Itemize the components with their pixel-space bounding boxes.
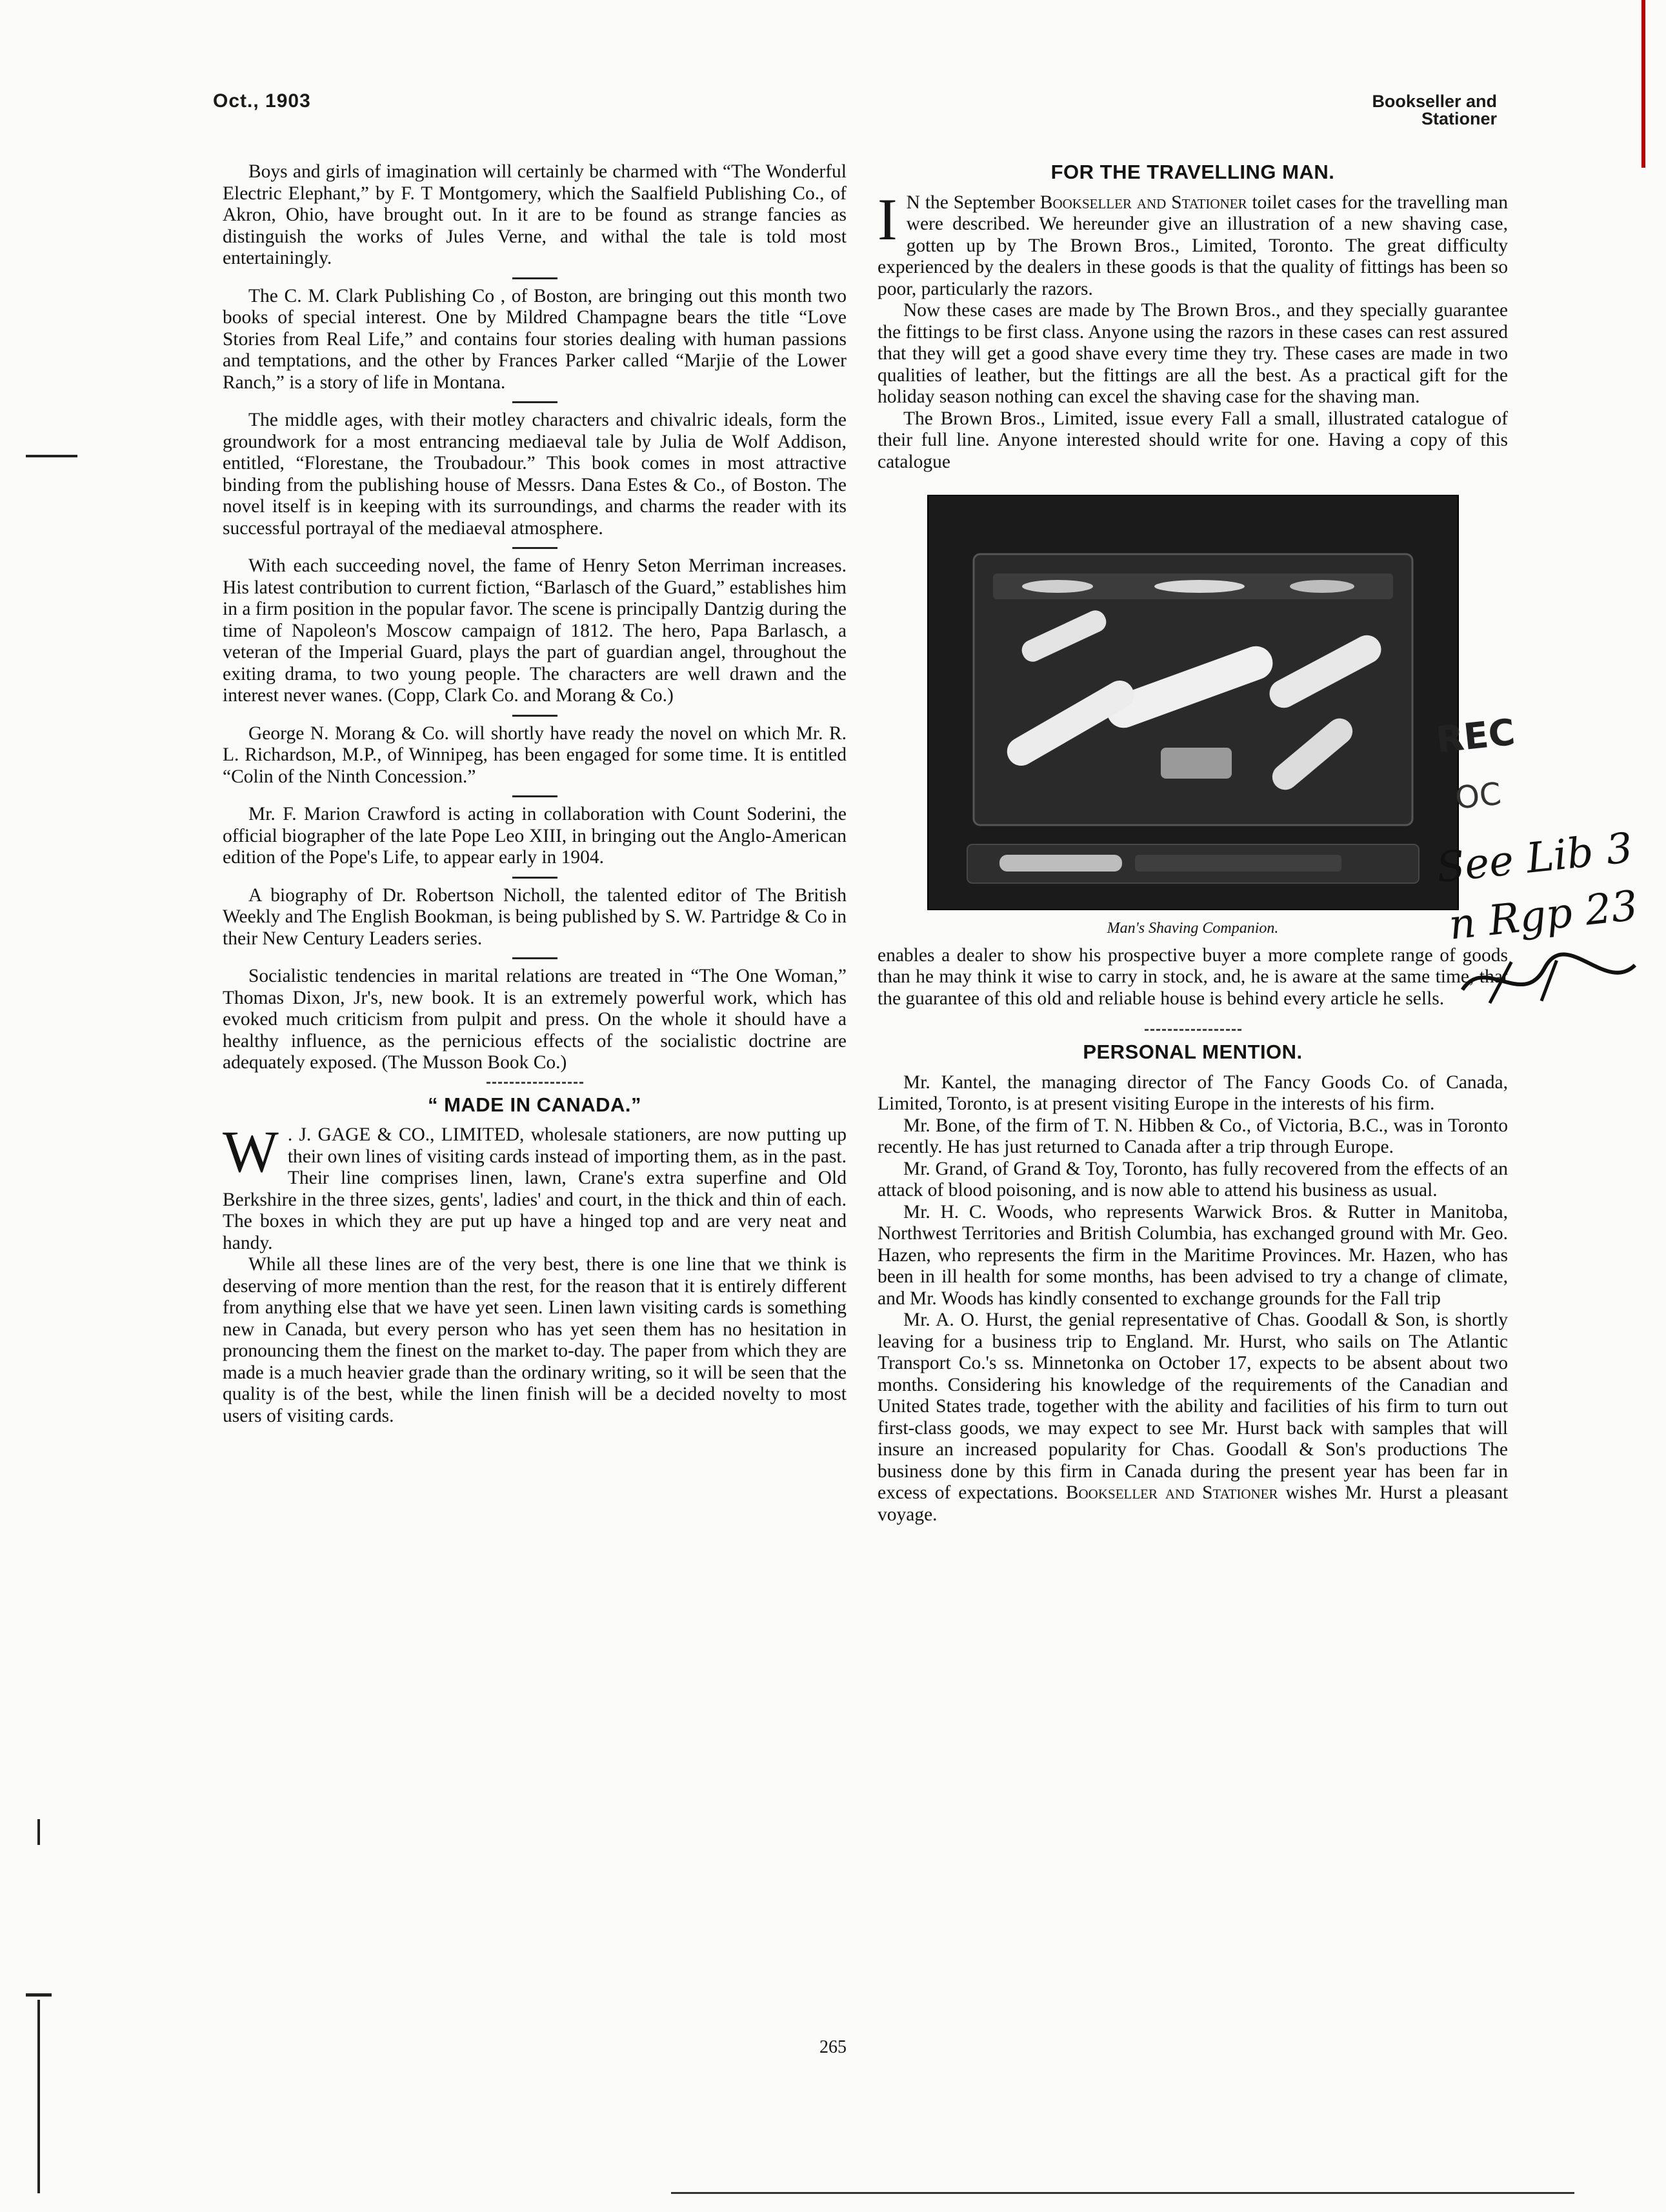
- personal-mention-woods: Mr. H. C. Woods, who represents Warwick Bros. & Rutter in Manitoba, Northwest Territories and British Columbia, has exchanged ground with Mr. Geo. Hazen, who represents the firm in the Maritime Provinces. Mr. Hazen, who has been in ill health for some months, has been advised to try a change of climate, and Mr. Woods has kindly consented to exchange grounds for the Fall trip: [878, 1201, 1508, 1309]
- scan-tick-mark: [26, 455, 77, 457]
- made-in-canada-heading: “ MADE IN CANADA.”: [427, 1093, 642, 1116]
- separator: [512, 877, 557, 879]
- made-in-canada-paragraph-2: While all these lines are of the very best, there is one line that we think is deserving of more mention than the rest, for the reason that it is entirely different from anything else that we have yet seen. Linen lawn visiting cards is something new in Canada, but every person who has yet seen them has no hesitation in pronouncing them the finest on the market to-day. The paper from which they are made is a much heavier grade than the ordinary writing, so it will be seen that the quality is of the best, while the linen finish will be a decided novelty to most users of visiting cards.: [223, 1254, 847, 1426]
- personal-mention-kantel: Mr. Kantel, the managing director of The Fancy Goods Co. of Canada, Limited, Toronto, is at present visiting Europe in the interests of his firm.: [878, 1071, 1508, 1114]
- personal-mention-bone: Mr. Bone, of the firm of T. N. Hibben & Co., of Victoria, B.C., was in Toronto recently. He has just returned to Canada after a trip through Europe.: [878, 1115, 1508, 1157]
- made-in-canada-text-1: . J. GAGE & CO., LIMITED, wholesale stationers, are now putting up their own lines of visiting cards instead of importing them, as in the past. Their line comprises linen, lawn, Crane's extra superfine and Old Berkshire in the three sizes, gents', ladies' and court, in the thick and thin of each. The boxes in which they are put up have a hinged top and are very neat and handy.: [223, 1124, 847, 1253]
- travelling-man-paragraph-4: enables a dealer to show his prospective buyer a more complete range of goods than he may think it wise to carry in stock, and, he is aware at the same time, that the guarantee of this old and reliable house is behind every article he sells.: [878, 944, 1508, 1009]
- paragraph-one-woman: Socialistic tendencies in marital relations are treated in “The One Woman,” Thomas Dixon, Jr's, new book. It is an extremely powerful work, which has evoked much criticism from pulpit and press. On the whole it should have a healthy influence, as the pernicious effects of the socialistic doctrine are adequately exposed. (The Musson Book Co.): [223, 966, 847, 1073]
- paragraph-nicholl: A biography of Dr. Robertson Nicholl, the talented editor of The British Weekly and The English Bookman, is being published by S. W. Partridge & Co in their New Century Leaders series.: [223, 884, 847, 949]
- paragraph-barlasch: With each succeeding novel, the fame of Henry Seton Merriman increases. His latest contribution to current fiction, “Barlasch of the Guard,” establishes him in a firm position in the popular favor. The scene is principally Dantzig during the time of Napoleon's Moscow campaign of 1812. The hero, Papa Barlasch, a veteran of the Imperial Guard, plays the part of guardian angel, throughout the exiting drama, to two young people. The characters are well drawn and the interest never wanes. (Copp, Clark Co. and Morang & Co.): [223, 555, 847, 706]
- hurst-text-a: Mr. A. O. Hurst, the genial representative of Chas. Goodall & Son, is shortly leaving for a business trip to England. Mr. Hurst, who sails on The Atlantic Transport Co.'s ss. Minnetonka on October 17, expects to be absent about two months. Considering his knowledge of the requirements of the Canadian and United States trade, together with the ability and facilities of his firm to turn out first-class goods, we may expect to see Mr. Hurst back with samples that will insure an increased popularity for Chas. Goodall & Son's productions The business done by this firm in Canada during the present year has been far in excess of expectations.: [878, 1310, 1508, 1503]
- travelling-man-paragraph-3: The Brown Bros., Limited, issue every Fall a small, illustrated catalogue of their full line. Anyone interested should write for one. Having a copy of this catalogue: [878, 408, 1508, 472]
- shaving-case-illustration: [928, 496, 1455, 906]
- personal-mention-grand: Mr. Grand, of Grand & Toy, Toronto, has fully recovered from the effects of an attack of blood poisoning, and is now able to attend his business as usual.: [878, 1158, 1508, 1201]
- handwritten-margin-note: [1421, 693, 1666, 1074]
- drop-cap-i: I: [878, 186, 898, 252]
- scan-tick-mark: [37, 1819, 40, 1845]
- photo-caption: Man's Shaving Companion.: [1107, 920, 1279, 937]
- margin-note-line-2: OC: [1453, 775, 1503, 817]
- hurst-text-b: wishes Mr. Hurst a pleasant voyage.: [878, 1482, 1509, 1525]
- margin-note-line-4: n Rgp 23: [1447, 882, 1640, 950]
- paragraph-clark-publishing: The C. M. Clark Publishing Co , of Boston, are bringing out this month two books of special interest. One by Mildred Champagne bears the title “Love Stories from Real Life,” and contains four stories dealing with human passions and temptations, and the other by Frances Parker called “Marjie of the Lower Ranch,” is a story of life in Montana.: [223, 285, 847, 393]
- publication-small-caps: Bookseller and Stationer: [1039, 192, 1247, 213]
- scan-tick-mark: [37, 2000, 40, 2193]
- personal-mention-hurst: [878, 1310, 1508, 1526]
- handwriting-illustration: [1421, 693, 1666, 1074]
- travelling-man-text-1b: toilet cases for the travelling man were described. We hereunder give an illustration of a new shaving case, gotten up by The Brown Bros., Limited, Toronto. The great difficulty experienced by the dealers in these goods is that the quality of fittings has been so poor, particularly the razors.: [878, 192, 1509, 299]
- travelling-man-paragraph-2: Now these cases are made by The Brown Bros., and they specially guarantee the fittings to be first class. Anyone using the razors in these cases can rest assured that they will get a good shave every time they try. These cases are made in two qualities of leather, but the fittings are all the best. As a practical gift for the holiday season nothing can excel the shaving case for the shaving man.: [878, 300, 1508, 407]
- separator: [512, 715, 557, 717]
- separator: [512, 547, 557, 549]
- margin-note-line-1: REC: [1434, 711, 1518, 762]
- paragraph-electric-elephant: Boys and girls of imagination will certainly be charmed with “The Wonderful Electric Elephant,” by F. T Montgomery, which the Saalfield Publishing Co., of Akron, Ohio, have brought out. In it are to be found as strange fancies as distinguish the works of Jules Verne, and withal the tale is told most entertainingly.: [223, 161, 847, 268]
- publication-line-2: Stationer: [1421, 109, 1497, 128]
- travelling-man-text-1a: N the September: [906, 192, 1040, 213]
- separator: [512, 277, 557, 279]
- publication-line-1: Bookseller and: [1372, 92, 1497, 111]
- separator: [512, 401, 557, 403]
- page-number: 265: [819, 2037, 847, 2057]
- paragraph-florestane: The middle ages, with their motley characters and chivalric ideals, form the groundwork for a most entrancing mediaeval tale by Julia de Wolf Addison, entitled, “Florestane, the Troubadour.” This book comes in most attractive binding from the publishing house of Messrs. Dana Estes & Co., of Boston. The novel itself is in keeping with its surroundings, and charms the reader with its successful portrayal of the mediaeval atmosphere.: [223, 410, 847, 539]
- scan-edge-mark: [1641, 0, 1645, 168]
- scan-tick-mark: [26, 1993, 52, 1997]
- drop-cap-w: W: [223, 1119, 279, 1184]
- right-column: [878, 161, 1508, 1526]
- section-divider: [1145, 1029, 1241, 1031]
- travelling-man-paragraph-1: [878, 186, 1509, 301]
- paragraph-crawford: Mr. F. Marion Crawford is acting in collaboration with Count Soderini, the official biographer of the late Pope Leo XIII, in bringing out the Anglo-American edition of the Pope's Life, to appear early in 1904.: [223, 804, 847, 868]
- publication-small-caps: Bookseller and Stationer: [1065, 1482, 1278, 1503]
- left-column: [223, 161, 847, 1427]
- section-divider: [487, 1082, 583, 1084]
- bottom-scan-rule: [671, 2192, 1574, 2194]
- paragraph-morang: George N. Morang & Co. will shortly have ready the novel on which Mr. R. L. Richardson, M.P., of Winnipeg, has been engaged for some time. It is entitled “Colin of the Ninth Concession.”: [223, 722, 847, 787]
- travelling-man-heading: FOR THE TRAVELLING MAN.: [1050, 161, 1335, 183]
- shaving-case-photo: [927, 495, 1459, 910]
- margin-note-line-3: See Lib 3: [1434, 824, 1635, 893]
- separator: [512, 957, 557, 959]
- publication-name: [1372, 93, 1497, 128]
- personal-mention-heading: PERSONAL MENTION.: [1083, 1041, 1303, 1063]
- made-in-canada-paragraph-1: [223, 1119, 847, 1254]
- separator: [512, 795, 557, 797]
- issue-date: Oct., 1903: [213, 90, 311, 112]
